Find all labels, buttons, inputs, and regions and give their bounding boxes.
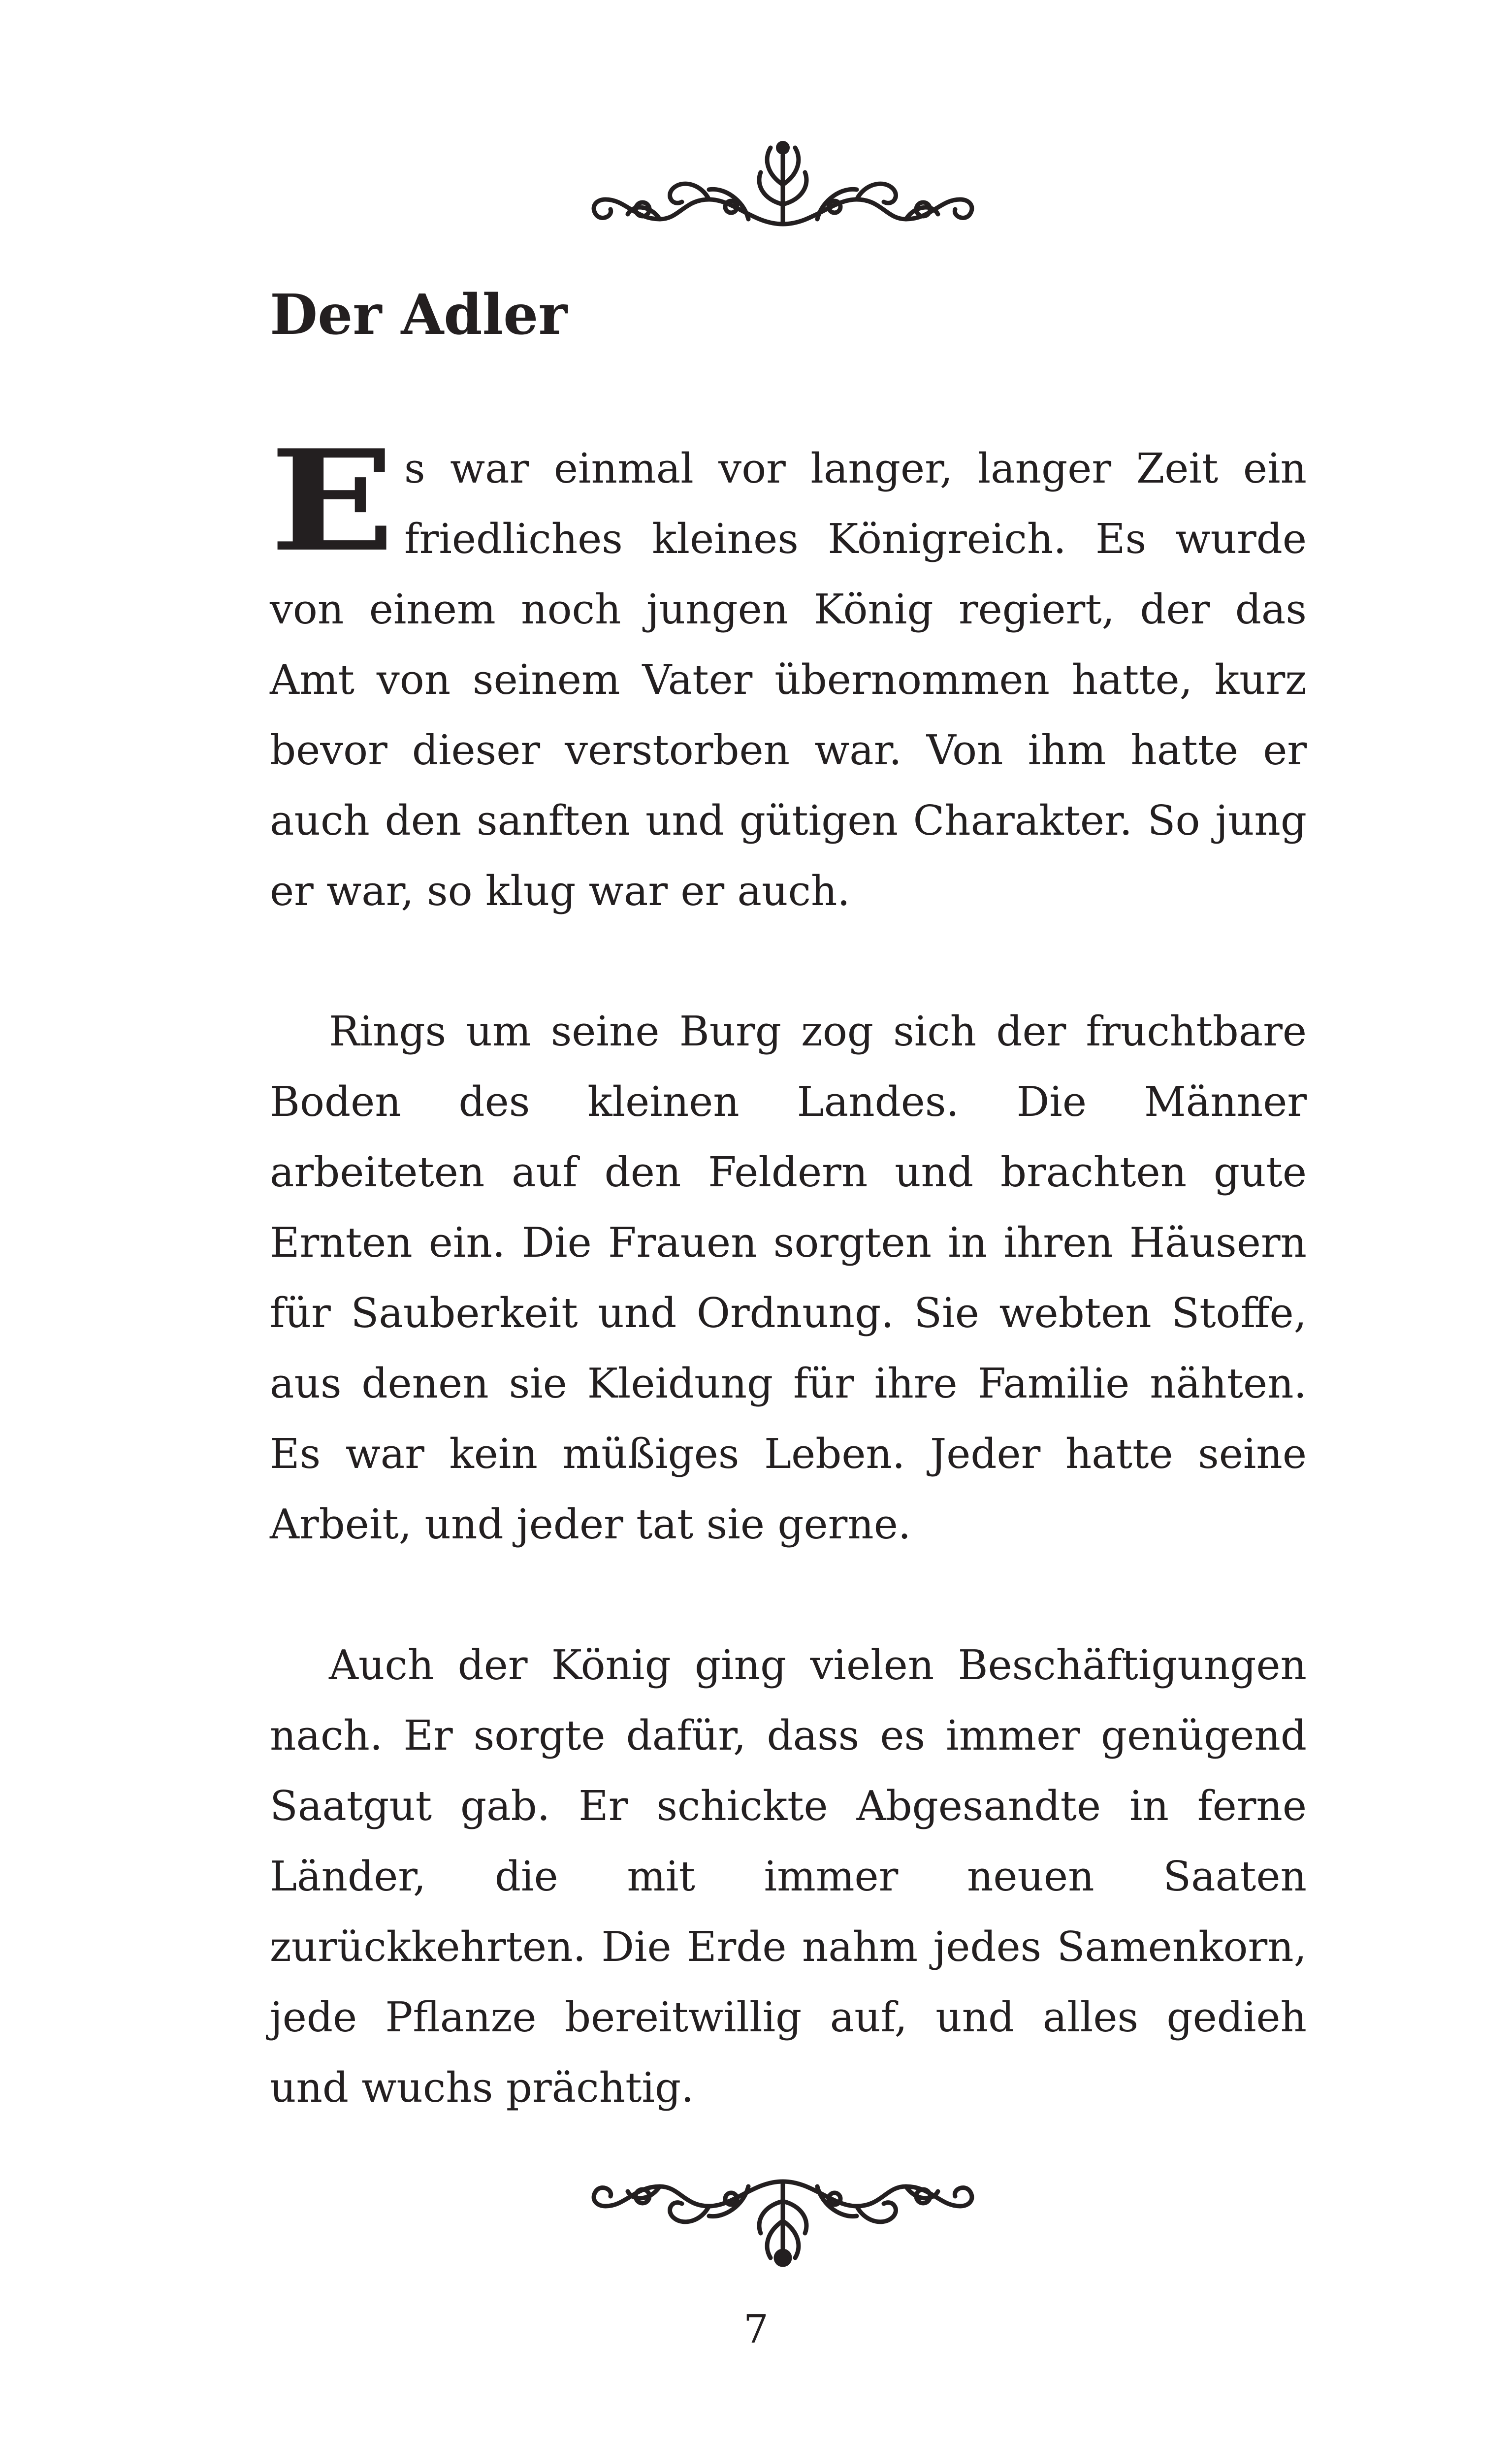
paragraph-3: Auch der König ging vielen Beschäftigungen nach. Er sorgte dafür, dass es immer genügend Saatgut gab. Er schickte Abgesandte in ferne Länder, die mit immer neuen Saaten zurückkehrten. Die Erde nahm jedes Samenkorn, jede Pflanze bereitwillig auf, und alles gedieh und wuchs prächtig.: [270, 1641, 1307, 2112]
paragraph-1-text: s war einmal vor langer, langer Zeit ein friedliches kleines Königreich. Es wurde von einem noch jungen König regiert, der das Amt von seinem Vater übernommen hatte, kurz bevor dieser verstorben war. Von ihm hatte er auch den sanften und gütigen Charakter. So jung er war, so klug war er auch.: [270, 445, 1307, 915]
drop-cap: E: [270, 419, 395, 583]
paragraph-1: [270, 419, 1307, 926]
flourish-ornament-icon: [586, 2162, 980, 2280]
page-number: 7: [743, 2306, 769, 2352]
chapter-title: Der Adler: [270, 283, 568, 347]
flourish-ornament-icon: [586, 126, 980, 244]
paragraph-2: Rings um seine Burg zog sich der fruchtbare Boden des kleinen Landes. Die Männer arbeiteten auf den Feldern und brachten gute Ernten ein. Die Frauen sorgten in ihren Häusern für Sauberkeit und Ordnung. Sie webten Stoffe, aus denen sie Kleidung für ihre Familie nähten. Es war kein müßiges Leben. Jeder hatte seine Arbeit, und jeder tat sie gerne.: [270, 1008, 1307, 1548]
